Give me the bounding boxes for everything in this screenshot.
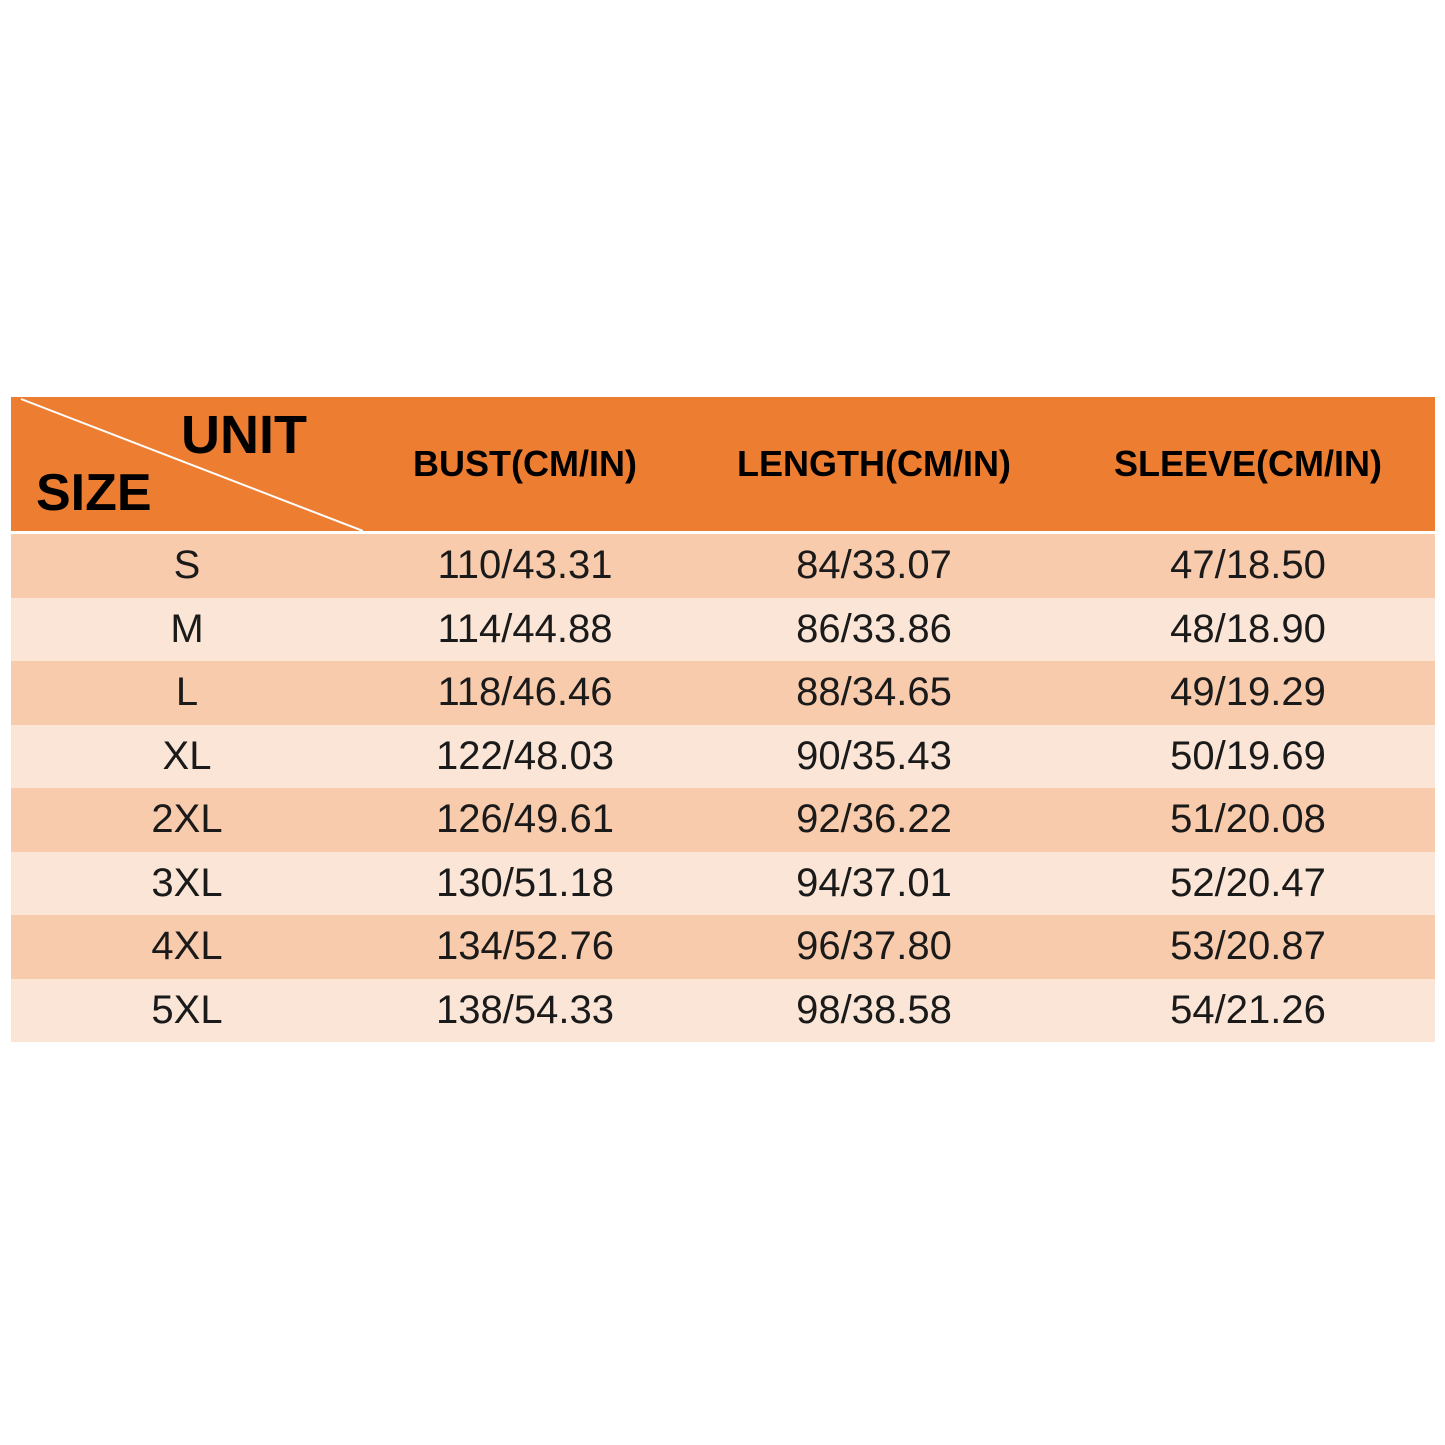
- bust-cell: 110/43.31: [437, 543, 613, 588]
- bust-cell: 138/54.33: [436, 987, 614, 1032]
- length-cell: 90/35.43: [796, 733, 952, 778]
- sleeve-cell: 50/19.69: [1170, 733, 1326, 778]
- size-cell: S: [173, 543, 201, 588]
- size-cell: 4XL: [151, 924, 223, 969]
- table-row: [11, 915, 1435, 979]
- bust-cell: 118/46.46: [437, 670, 613, 715]
- size-label: SIZE: [36, 464, 152, 522]
- length-cell: 94/37.01: [796, 860, 952, 905]
- length-cell: 92/36.22: [796, 797, 952, 842]
- corner-header-cell: [11, 397, 363, 531]
- bust-cell: 130/51.18: [436, 860, 614, 905]
- length-cell: 84/33.07: [796, 543, 952, 588]
- size-cell: 3XL: [151, 860, 223, 905]
- table-row: [11, 979, 1435, 1043]
- column-header-length: LENGTH(CM/IN): [737, 443, 1011, 484]
- sleeve-cell: 51/20.08: [1170, 797, 1326, 842]
- length-cell: 96/37.80: [796, 924, 952, 969]
- unit-label: UNIT: [181, 405, 307, 465]
- column-header-bust: BUST(CM/IN): [413, 443, 637, 484]
- length-cell: 86/33.86: [796, 606, 952, 651]
- table-row: [11, 661, 1435, 725]
- size-cell: XL: [162, 733, 212, 778]
- length-cell: 98/38.58: [796, 987, 952, 1032]
- table-row: [11, 725, 1435, 789]
- sleeve-cell: 49/19.29: [1170, 670, 1326, 715]
- sleeve-cell: 52/20.47: [1170, 860, 1326, 905]
- table-row: [11, 598, 1435, 662]
- bust-cell: 134/52.76: [436, 924, 614, 969]
- table-row: [11, 852, 1435, 916]
- sleeve-cell: 48/18.90: [1170, 606, 1326, 651]
- sleeve-cell: 54/21.26: [1170, 987, 1326, 1032]
- length-cell: 88/34.65: [796, 670, 952, 715]
- bust-cell: 122/48.03: [436, 733, 614, 778]
- sleeve-cell: 47/18.50: [1170, 543, 1326, 588]
- sleeve-cell: 53/20.87: [1170, 924, 1326, 969]
- table-header-row: [11, 397, 1435, 534]
- size-chart-table: [11, 397, 1435, 1042]
- size-cell: L: [175, 670, 199, 715]
- table-row: [11, 788, 1435, 852]
- bust-cell: 126/49.61: [436, 797, 614, 842]
- size-cell: M: [170, 606, 204, 651]
- bust-cell: 114/44.88: [437, 606, 613, 651]
- size-cell: 2XL: [151, 797, 223, 842]
- size-cell: 5XL: [151, 987, 223, 1032]
- column-header-sleeve: SLEEVE(CM/IN): [1113, 443, 1382, 484]
- table-row: [11, 534, 1435, 598]
